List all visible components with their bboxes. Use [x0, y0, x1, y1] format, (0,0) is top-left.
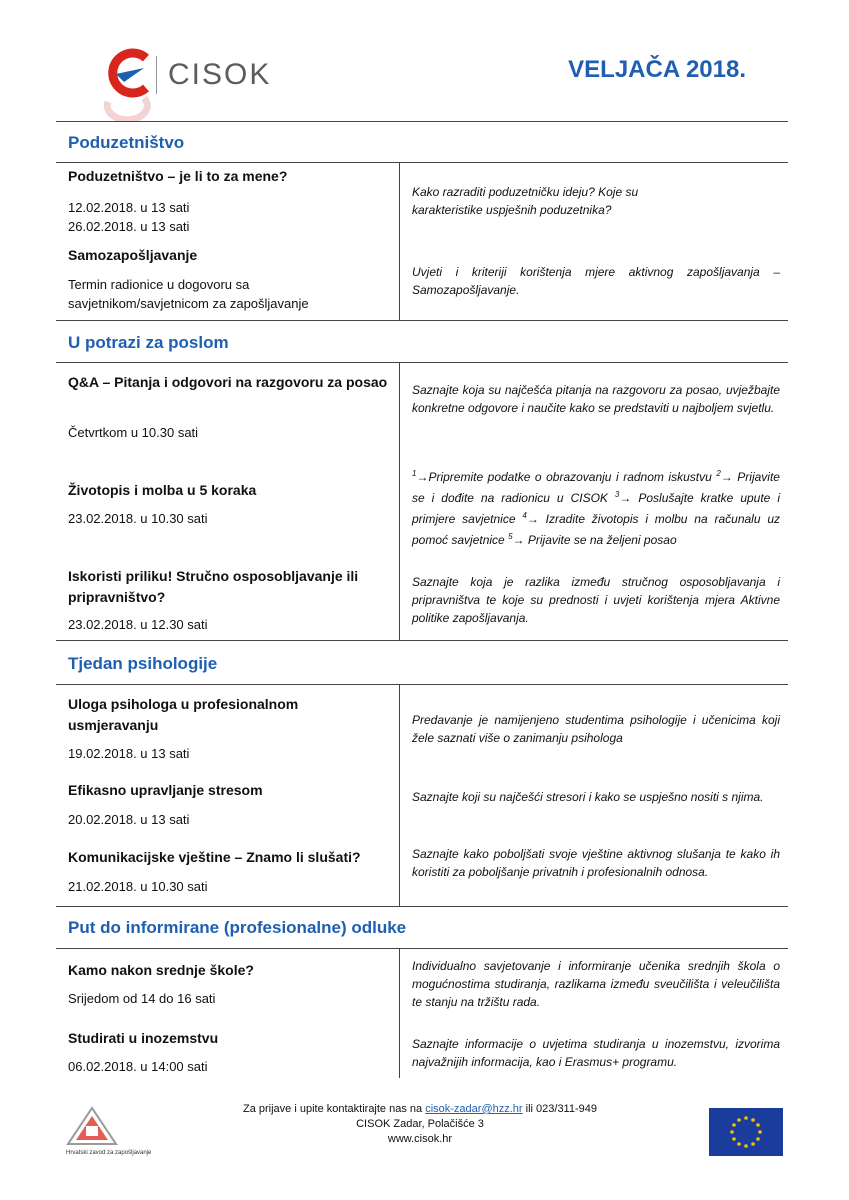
- event-title: Komunikacijske vještine – Znamo li slušati?: [68, 849, 361, 865]
- section-title-poduzetnistvo: Poduzetništvo: [68, 133, 185, 152]
- column-divider: [399, 684, 400, 906]
- event-description: Saznajte informacije o uvjetima studiranja u inozemstvu, izvorima najvažnijih informacija, kao i Erasmus+ programu.: [412, 1037, 780, 1069]
- event-steps: [412, 465, 780, 549]
- event-date: Termin radionice u dogovoru sa savjetnikom/savjetnicom za zapošljavanje: [68, 277, 309, 311]
- event-date: Četvrtkom u 10.30 sati: [68, 425, 199, 440]
- divider: [56, 906, 788, 907]
- step-number: 3: [614, 490, 620, 499]
- step-number: 4: [522, 511, 527, 520]
- column-divider: [399, 948, 400, 1078]
- event-date: 12.02.2018. u 13 sati: [68, 200, 190, 215]
- divider: [56, 362, 788, 363]
- event-title: Iskoristi priliku! Stručno osposobljavanje ili pripravništvo?: [68, 568, 359, 605]
- event-date: 19.02.2018. u 13 sati: [68, 746, 190, 761]
- event-description: Saznajte koja je razlika između stručnog osposobljavanja i pripravništva te koje su prednosti i uvjeti korištenja mjera Aktivne politike zapošljavanja.: [412, 575, 780, 625]
- event-title: Poduzetništvo – je li to za mene?: [68, 168, 288, 184]
- event-date: 23.02.2018. u 10.30 sati: [68, 511, 208, 526]
- arrow-right-icon: →: [720, 470, 733, 484]
- step-number: 1: [412, 469, 417, 478]
- hzz-caption: Hrvatski zavod za zapošljavanje: [66, 1150, 152, 1156]
- event-title: Uloga psihologa u profesionalnom usmjeravanju: [68, 696, 299, 733]
- event-description: Saznajte koja su najčešća pitanja na razgovoru za posao, uvježbajte konkretne odgovore i naučite kako se predstaviti u najboljem svjetlu.: [412, 383, 780, 415]
- logo-text: CISOK: [168, 58, 272, 91]
- event-title: Samozapošljavanje: [68, 247, 198, 263]
- divider: [56, 121, 788, 122]
- step-number: 5: [508, 532, 513, 541]
- eu-flag-icon: [709, 1108, 783, 1156]
- event-date: 23.02.2018. u 12.30 sati: [68, 617, 208, 632]
- step-text: Poslušajte kratke upute i primjere savjetnice: [412, 491, 780, 526]
- event-date: 21.02.2018. u 10.30 sati: [68, 879, 208, 894]
- event-title: Životopis i molba u 5 koraka: [68, 482, 257, 498]
- section-title-tjedan-psihologije: Tjedan psihologije: [68, 654, 218, 673]
- divider: [56, 162, 788, 163]
- arrow-right-icon: →: [416, 470, 429, 484]
- footer-contact: [200, 1102, 640, 1147]
- event-date: 20.02.2018. u 13 sati: [68, 812, 190, 827]
- event-description: Uvjeti i kriteriji korištenja mjere aktivnog zapošljavanja – Samozapošljavanje.: [412, 265, 780, 297]
- event-date: 26.02.2018. u 13 sati: [68, 219, 190, 234]
- divider: [56, 684, 788, 685]
- column-divider: [399, 362, 400, 640]
- logo-separator: [156, 56, 157, 94]
- event-date: Srijedom od 14 do 16 sati: [68, 991, 216, 1006]
- event-description: Kako razraditi poduzetničku ideju? Koje su karakteristike uspješnih poduzetnika?: [412, 185, 639, 217]
- event-description: Individualno savjetovanje i informiranje učenika srednjih škola o mogućnostima studiranja, razlikama između sveučilišta i veleučilišta te stanju na tržištu rada.: [412, 959, 780, 1009]
- email-link[interactable]: cisok-zadar@hzz.hr: [425, 1103, 523, 1115]
- event-title: Q&A – Pitanja i odgovori na razgovoru za posao: [68, 374, 388, 390]
- section-title-u-potrazi: U potrazi za poslom: [68, 333, 229, 352]
- divider: [56, 640, 788, 641]
- column-divider: [399, 162, 400, 320]
- arrow-right-icon: →: [619, 491, 632, 505]
- event-description: Saznajte koji su najčešći stresori i kako se uspješno nositi s njima.: [412, 790, 764, 804]
- footer-address: CISOK Zadar, Polačišće 3: [356, 1118, 484, 1130]
- step-text: Izradite životopis i molbu na računalu uz pomoć savjetnice: [412, 512, 780, 547]
- event-title: Studirati u inozemstvu: [68, 1030, 219, 1046]
- step-number: 2: [716, 469, 721, 478]
- footer-website[interactable]: www.cisok.hr: [387, 1133, 453, 1145]
- divider: [56, 948, 788, 949]
- event-description: Predavanje je namijenjeno studentima psihologije i učenicima koji žele saznati više o zanimanju psihologa: [412, 713, 780, 745]
- step-text: Pripremite podatke o obrazovanju i radnom iskustvu: [428, 470, 712, 484]
- event-title: Efikasno upravljanje stresom: [68, 782, 263, 798]
- step-text: Prijavite se na željeni posao: [527, 533, 677, 547]
- event-date: 06.02.2018. u 14:00 sati: [68, 1059, 208, 1074]
- arrow-right-icon: →: [512, 533, 525, 547]
- arrow-right-icon: →: [526, 512, 539, 526]
- step-text: Prijavite se i dođite na radionicu u CISOK: [412, 470, 780, 505]
- section-title-put-do-odluke: Put do informirane (profesionalne) odluke: [68, 918, 407, 937]
- divider: [56, 320, 788, 321]
- event-description: Saznajte kako poboljšati svoje vještine aktivnog slušanja te kako ih koristiti za poboljšanje privatnih i profesionalnih odnosa.: [412, 847, 780, 879]
- contact-suffix: ili 023/311-949: [525, 1103, 597, 1115]
- page-title: VELJAČA 2018.: [568, 56, 746, 83]
- event-title: Kamo nakon srednje škole?: [68, 962, 254, 978]
- contact-prefix: Za prijave i upite kontaktirajte nas na: [242, 1103, 423, 1115]
